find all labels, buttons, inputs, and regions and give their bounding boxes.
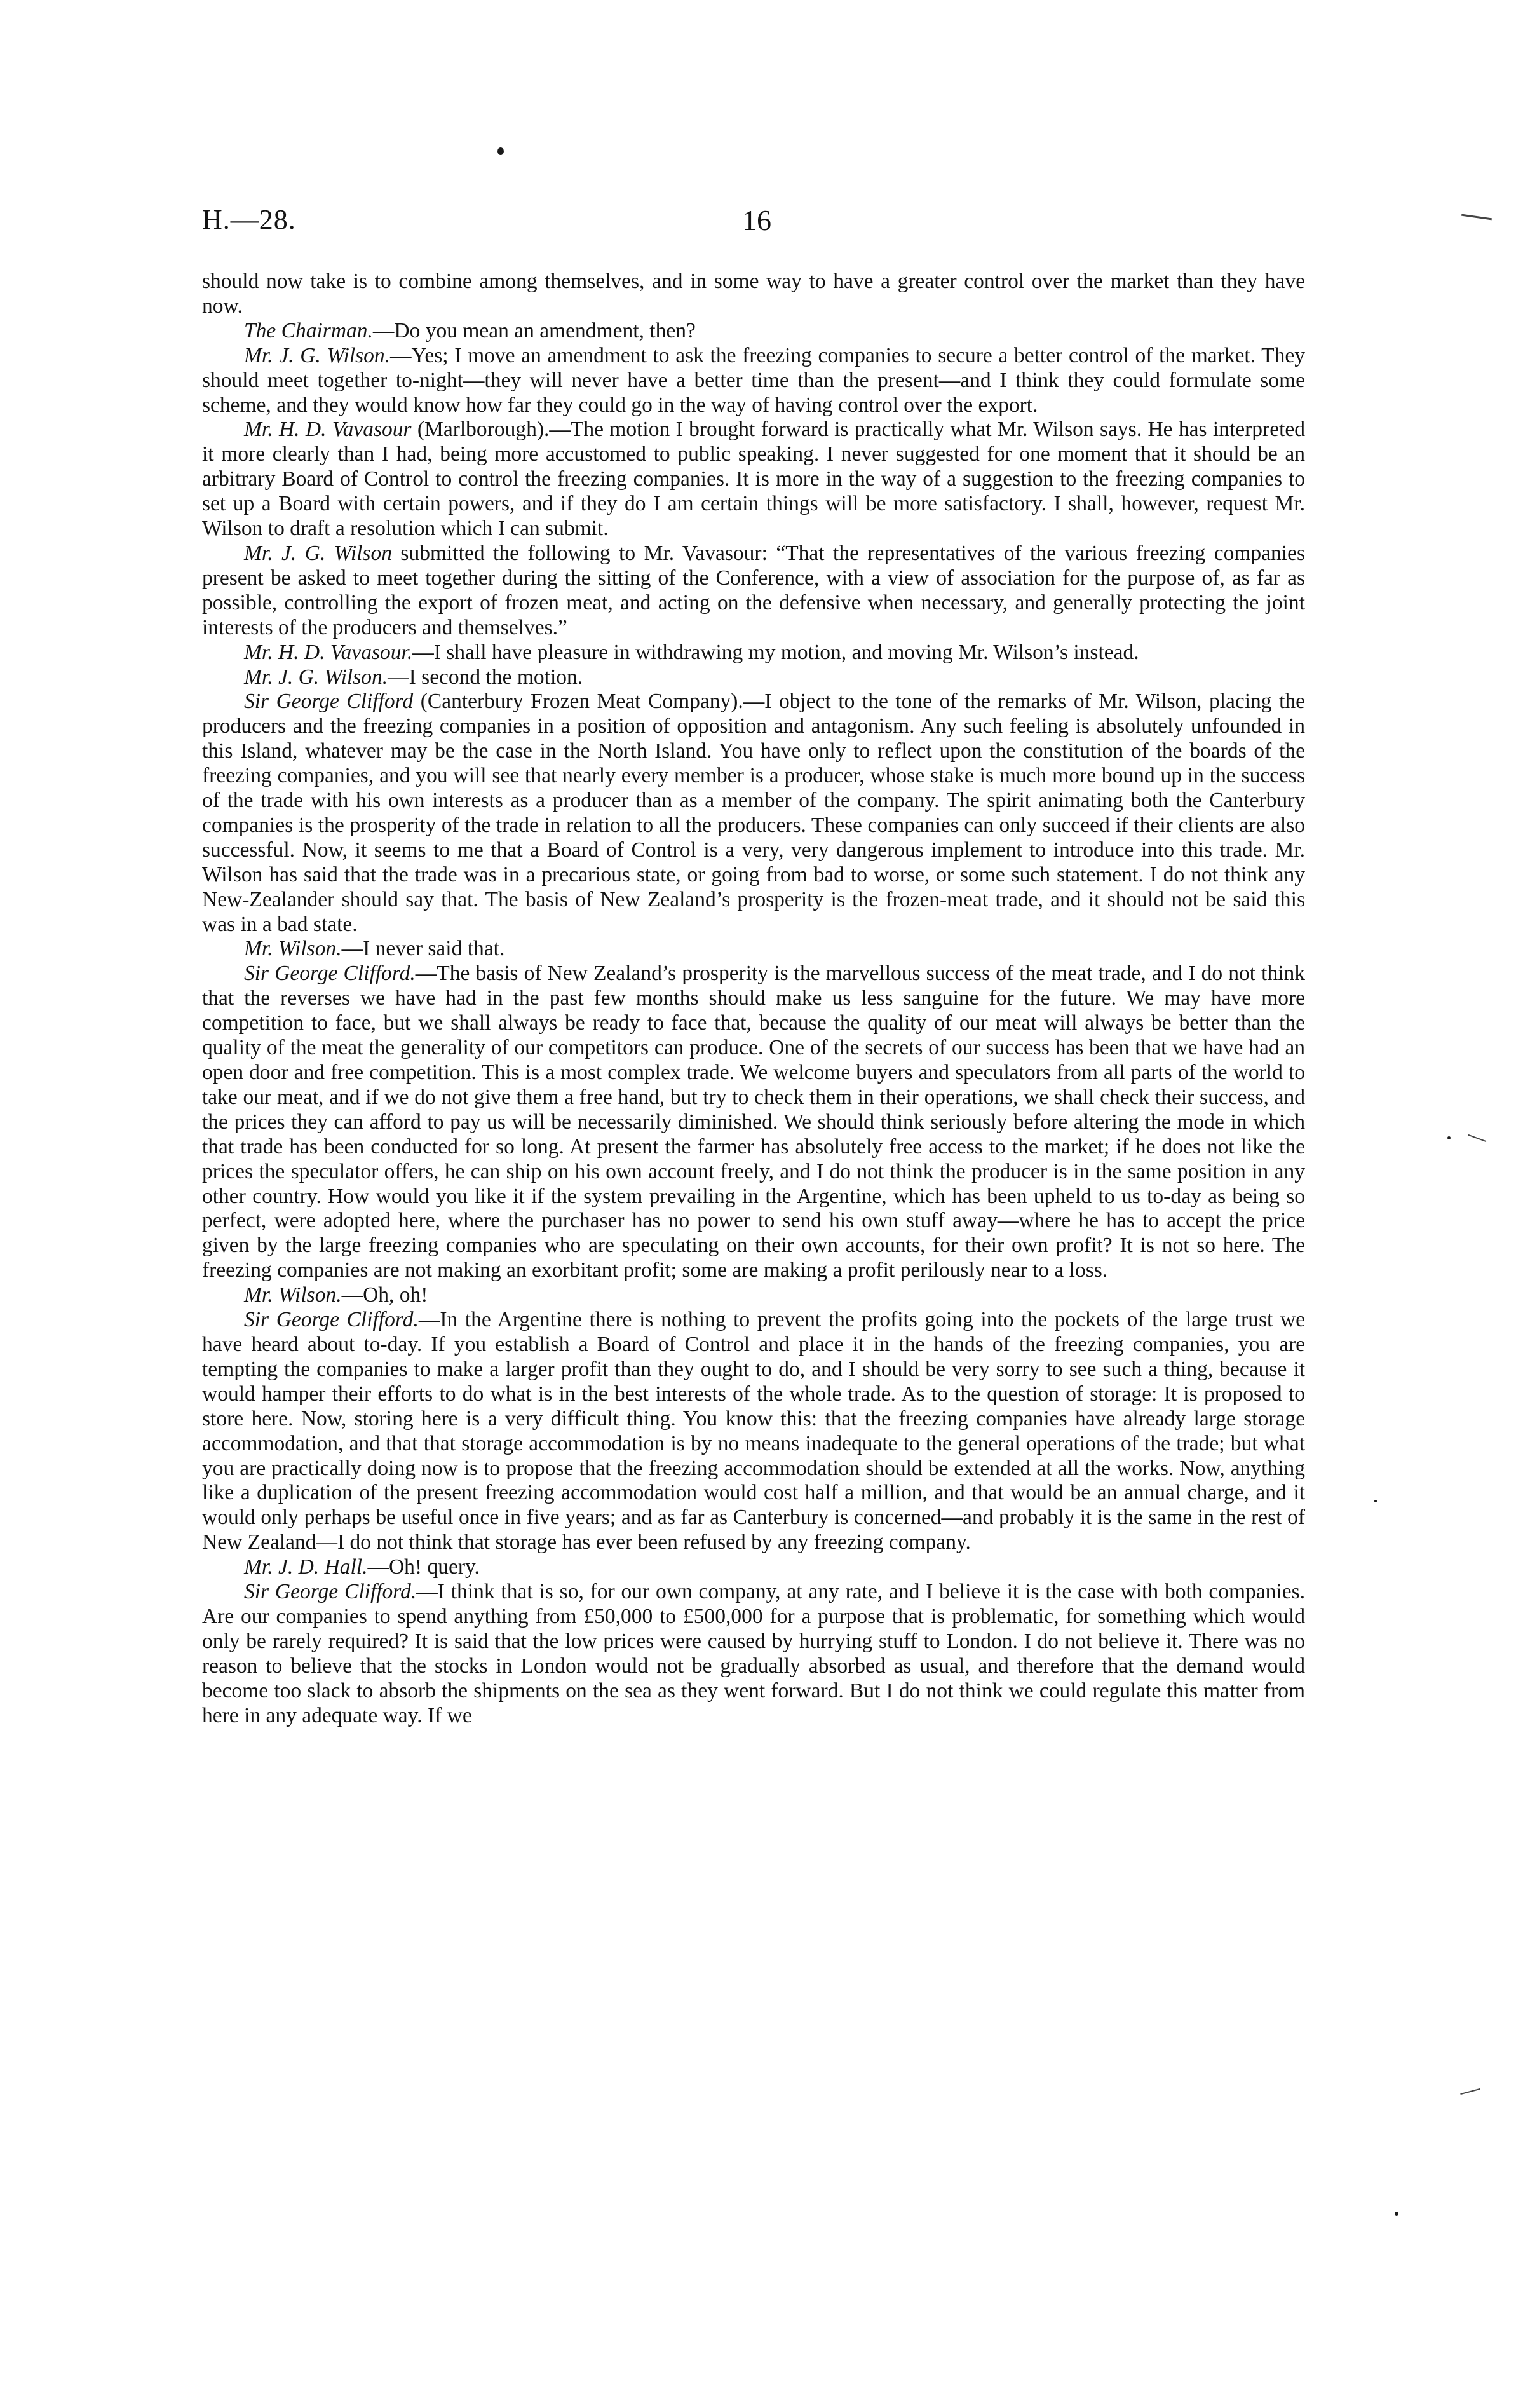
- paragraph: [202, 641, 1305, 665]
- paragraph: [202, 962, 1305, 1283]
- body-text: [202, 269, 1305, 1728]
- speaker-name: Mr. H. D. Vavasour.: [244, 640, 413, 664]
- scan-speck: [1395, 2212, 1398, 2216]
- speaker-name: Sir George Clifford.: [244, 1308, 419, 1332]
- page-number: 16: [742, 204, 771, 236]
- paragraph-text: —I shall have pleasure in withdrawing my motion, and moving Mr. Wilson’s instead.: [412, 640, 1139, 664]
- document-code: H.—28.: [202, 204, 296, 235]
- speaker-name: Mr. Wilson.: [244, 937, 342, 961]
- paragraph: [202, 690, 1305, 937]
- scan-mark: [1461, 214, 1492, 221]
- paragraph-text: —I second the motion.: [388, 665, 583, 689]
- paragraph-text: should now take is to combine among themselves, and in some way to have a greater control over the market than they have now.: [202, 269, 1305, 318]
- paragraph: [202, 319, 1305, 344]
- paragraph: [202, 1580, 1305, 1728]
- speaker-name: Sir George Clifford.: [244, 962, 416, 986]
- paragraph-text: —The basis of New Zealand’s prosperity is the marvellous success of the meat trade, and I do not think that the reverses we have had in the past few months should make us less sanguine for the future. We may have more competition to face, but we shall always be ready to face that, because the quality of our meat will always be better than the quality of the meat the generality of our competitors can produce. One of the secrets of our success has been that we have had an open door and free competition. This is a most complex trade. We welcome buyers and speculators from all parts of the world to take our meat, and if we do not give them a free hand, but try to check them in their operations, we shall check their success, and the prices they can afford to pay us will be necessarily diminished. We should think seriously before altering the mode in which that trade has been conducted for so long. At present the farmer has absolutely free access to the market; if he does not like the prices the speculator offers, he can ship on his own account freely, and I do not think the producer is in the same position in any other country. How would you like it if the system prevailing in the Argentine, which has been upheld to us to-day as being so perfect, were adopted here, where the purchaser has no power to send his own stuff away—where he has to accept the price given by the large freezing companies who are speculating on their own accounts, for their own profit? It is not so here. The freezing companies are not making an exorbitant profit; some are making a profit perilously near to a loss.: [202, 962, 1306, 1282]
- speaker-name: Sir George Clifford.: [244, 1580, 417, 1604]
- scan-speck: [1447, 1136, 1451, 1139]
- paragraph-text: —Oh, oh!: [341, 1283, 428, 1307]
- paragraph: [202, 269, 1305, 319]
- paragraph: [202, 541, 1305, 641]
- paragraph: [202, 1283, 1305, 1308]
- paragraph: [202, 665, 1305, 690]
- speaker-name: Mr. H. D. Vavasour: [244, 418, 412, 442]
- speaker-name: Sir George Clifford: [244, 690, 414, 714]
- speaker-name: Mr. J. G. Wilson: [244, 541, 392, 565]
- scan-speck: [497, 147, 504, 155]
- paragraph: [202, 344, 1305, 418]
- scan-speck: [1374, 1500, 1377, 1502]
- paragraph: [202, 1308, 1305, 1555]
- speaker-name: Mr. J. G. Wilson.: [244, 665, 388, 689]
- paragraph-text: (Canterbury Frozen Meat Company).—I object to the tone of the remarks of Mr. Wilson, placing the producers and the freezing companies in a position of opposition and antagonism. Any such feeling is absolutely unfounded in this Island, whatever may be the case in the North Island. You have only to reflect upon the constitution of the boards of the freezing companies, and you will see that nearly every member is a producer, whose stake is much more bound up in the success of the trade with his own interests as a producer than as a member of the company. The spirit animating both the Canterbury companies is the prosperity of the trade in relation to all the producers. These companies can only succeed if their clients are also successful. Now, it seems to me that a Board of Control is a very, very dangerous implement to introduce into this trade. Mr. Wilson has said that the trade was in a precarious state, or going from bad to worse, or some such statement. I do not think any New-Zealander should say that. The basis of New Zealand’s prosperity is the frozen-meat trade, and it should not be said this was in a bad state.: [202, 690, 1305, 936]
- paragraph-text: —Oh! query.: [367, 1555, 480, 1579]
- paragraph: [202, 1555, 1305, 1580]
- paragraph-text: —In the Argentine there is nothing to prevent the profits going into the pockets of the large trust we have heard about to-day. If you establish a Board of Control and place it in the hands of the freezing companies, you are tempting the companies to make a larger profit than they ought to do, and I should be very sorry to see such a thing, because it would hamper their efforts to do what is in the best interests of the whole trade. As to the question of storage: It is proposed to store here. Now, storing here is a very difficult thing. You know this: that the freezing companies have already large storage accommodation, and that that storage accommodation is by no means inadequate to the general operations of the trade; but what you are practically doing now is to propose that the freezing accommodation should be extended at all the works. Now, anything like a duplication of the present freezing accommodation would cost half a million, and that would be an annual charge, and it would only perhaps be useful once in five years; and as far as Canterbury is concerned—and probably it is the same in the rest of New Zealand—I do not think that storage has ever been refused by any freezing company.: [202, 1308, 1305, 1554]
- scan-mark: [1468, 1134, 1487, 1142]
- paragraph-text: —I never said that.: [341, 937, 505, 961]
- paragraph-text: (Marlborough).—The motion I brought forward is practically what Mr. Wilson says. He has interpreted it more clearly than I had, being more accustomed to public speaking. I never suggested for one moment that it should be an arbitrary Board of Control to control the freezing companies. It is more in the way of a suggestion to the freezing companies to set up a Board with certain powers, and if they do I am certain things will be more satisfactory. I shall, however, request Mr. Wilson to draft a resolution which I can submit.: [202, 418, 1305, 541]
- paragraph-text: submitted the following to Mr. Vavasour: “That the representatives of the various freezing companies present be asked to meet together during the sitting of the Conference, with a view of association for the purpose of, as far as possible, controlling the export of frozen meat, and acting on the defensive when necessary, and generally protecting the joint interests of the producers and themselves.”: [202, 541, 1306, 639]
- speaker-name: The Chairman.: [244, 318, 373, 343]
- speaker-name: Mr. Wilson.: [244, 1283, 342, 1307]
- paragraph: [202, 937, 1305, 962]
- paragraph: [202, 418, 1305, 541]
- speaker-name: Mr. J. G. Wilson.: [244, 343, 391, 367]
- paragraph-text: —I think that is so, for our own company, at any rate, and I believe it is the case with both companies. Are our companies to spend anything from £50,000 to £500,000 for a purpose that is problematic, for something which would only be rarely required? It is said that the low prices were caused by hurrying stuff to London. I do not believe it. There was no reason to believe that the stocks in London would not be gradually absorbed as usual, and therefore that the demand would become too slack to absorb the shipments on the sea as they went forward. But I do not think we could regulate this matter from here in any adequate way. If we: [202, 1580, 1306, 1727]
- scan-mark: [1460, 2088, 1480, 2095]
- speaker-name: Mr. J. D. Hall.: [244, 1555, 368, 1579]
- paragraph-text: —Yes; I move an amendment to ask the freezing companies to secure a better control of the market. They should meet together to-night—they will never have a better time than the present—and I think they could formulate some scheme, and they would know how far they could go in the way of having control over the export.: [202, 343, 1305, 417]
- paragraph-text: —Do you mean an amendment, then?: [372, 318, 696, 343]
- page-header: [202, 203, 1305, 241]
